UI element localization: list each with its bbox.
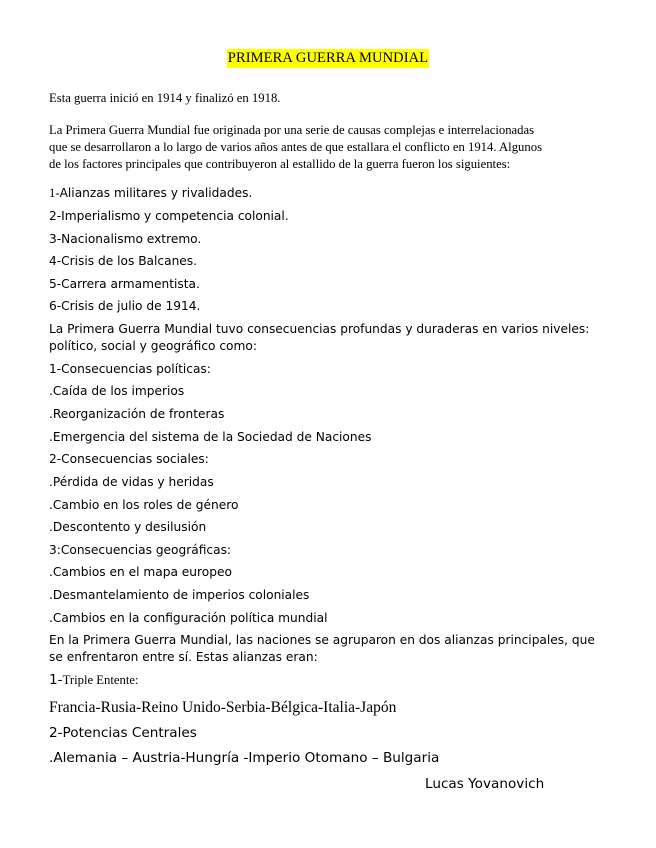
consequence-item: .Cambio en los roles de género xyxy=(49,498,239,512)
cause-item-6: 6-Crisis de julio de 1914. xyxy=(49,299,201,313)
consequence-item: .Cambios en el mapa europeo xyxy=(49,565,232,579)
causes-paragraph-line-2: que se desarrollaron a lo largo de varios años antes de que estallara el conflicto en 1914. Algunos xyxy=(49,140,543,154)
cause-item-2: 2-Imperialismo y competencia colonial. xyxy=(49,209,289,223)
consequence-heading-political: 1-Consecuencias políticas: xyxy=(49,362,211,376)
causes-paragraph-line-3: de los factores principales que contribuyeron al estallido de la guerra fueron los siguientes: xyxy=(49,157,511,171)
alliance-2-heading: 2-Potencias Centrales xyxy=(49,725,197,741)
consequences-paragraph-line-2: político, social y geográfico como: xyxy=(49,339,257,353)
consequence-heading-social: 2-Consecuencias sociales: xyxy=(49,452,209,466)
causes-paragraph-line-1: La Primera Guerra Mundial fue originada por una serie de causas complejas e interrelacionadas xyxy=(49,123,535,137)
alliance-1-heading xyxy=(49,672,139,688)
consequence-item: .Emergencia del sistema de la Sociedad de Naciones xyxy=(49,430,372,444)
cause-item-1 xyxy=(49,185,252,201)
consequences-paragraph-line-1: La Primera Guerra Mundial tuvo consecuencias profundas y duraderas en varios niveles: xyxy=(49,322,590,336)
consequence-item: .Caída de los imperios xyxy=(49,384,185,398)
cause-number: 1- xyxy=(49,186,60,200)
cause-item-3: 3-Nacionalismo extremo. xyxy=(49,232,202,246)
consequence-item: .Reorganización de fronteras xyxy=(49,407,225,421)
intro-text: Esta guerra inició en 1914 y finalizó en 1918. xyxy=(49,91,281,105)
title-wrapper xyxy=(0,49,656,68)
consequence-item: .Descontento y desilusión xyxy=(49,520,207,534)
page-title: PRIMERA GUERRA MUNDIAL xyxy=(227,50,429,66)
author-name: Lucas Yovanovich xyxy=(425,776,545,792)
alliance-2-members: .Alemania – Austria-Hungría -Imperio Otomano – Bulgaria xyxy=(49,750,440,766)
alliance-1-number: 1- xyxy=(49,672,63,688)
consequence-item: .Desmantelamiento de imperios coloniales xyxy=(49,588,310,602)
alliances-paragraph-line-2: se enfrentaron entre sí. Estas alianzas eran: xyxy=(49,650,318,664)
alliances-paragraph-line-1: En la Primera Guerra Mundial, las naciones se agruparon en dos alianzas principales, que xyxy=(49,633,595,647)
alliance-1-members: Francia-Rusia-Reino Unido-Serbia-Bélgica-Italia-Japón xyxy=(49,699,397,716)
consequence-item: .Cambios en la configuración política mundial xyxy=(49,611,328,625)
cause-item-4: 4-Crisis de los Balcanes. xyxy=(49,254,198,268)
consequence-heading-geographic: 3:Consecuencias geográficas: xyxy=(49,543,232,557)
cause-item-5: 5-Carrera armamentista. xyxy=(49,277,200,291)
consequence-item: .Pérdida de vidas y heridas xyxy=(49,475,214,489)
alliance-1-label: Triple Entente: xyxy=(62,673,139,687)
cause-text: Alianzas militares y rivalidades. xyxy=(59,186,253,200)
